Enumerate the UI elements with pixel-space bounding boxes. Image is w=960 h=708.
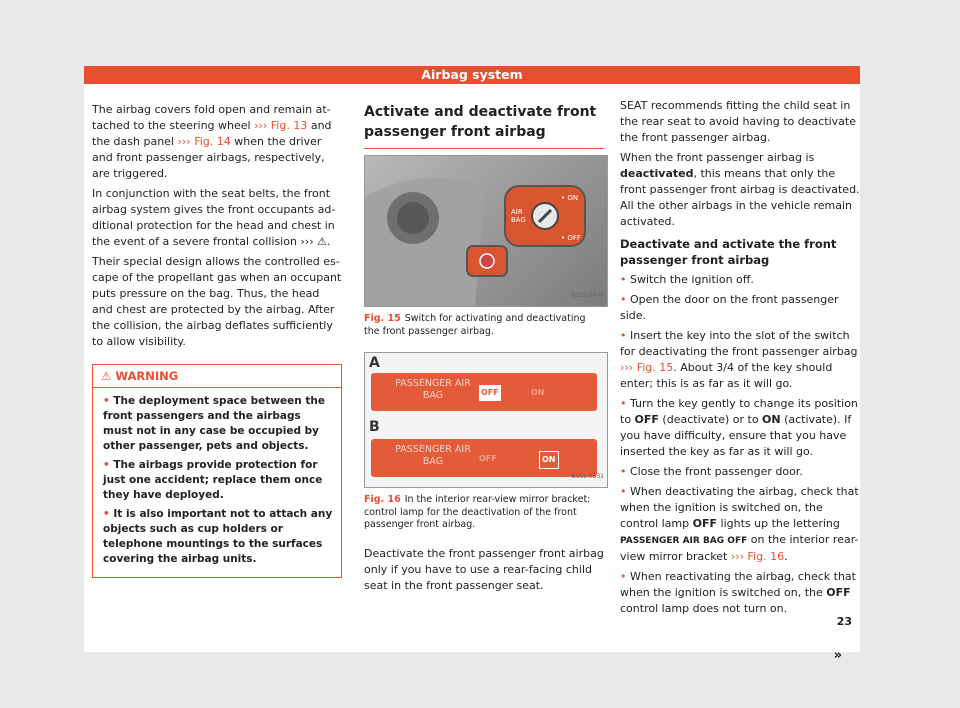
warning-item: • It is also important not to attach any objects such as cup holders or telephone mountings to the surfaces covering the airbag units. xyxy=(103,507,333,567)
switch-off-label: • OFF xyxy=(561,234,581,242)
airbag-off-lamp-icon: OFF xyxy=(692,517,718,530)
column-middle xyxy=(364,102,604,598)
subheading: Deactivate and activate the front passenger front airbag xyxy=(620,237,837,267)
section-header: Airbag system xyxy=(84,66,860,84)
figure-16-image xyxy=(364,352,608,488)
paragraph: SEAT recommends fitting the child seat in the rear seat to avoid having to deactivate the front passenger airbag. xyxy=(620,99,856,144)
figure-id: B1SL-0531 xyxy=(571,473,604,480)
on-lamp-lit: ON xyxy=(539,451,559,469)
lamp-panel-b: PASSENGER AIR BAG OFF ON xyxy=(371,439,597,477)
switch-label: AIR BAG xyxy=(511,208,526,224)
switch-on-label: • ON xyxy=(561,194,579,202)
warning-item: • The airbags provide protection for just one accident; replace them once they have deployed. xyxy=(103,458,333,503)
paragraph: The airbag covers fold open and remain attached to the steering wheel ››› Fig. 13 and the dash panel ››› Fig. 14 when the driver and front passenger airbags, respectively, are triggered. xyxy=(92,103,332,180)
off-lamp-unlit: OFF xyxy=(479,454,497,463)
step-item: • When deactivating the airbag, check that when the ignition is switched on, the control lamp OFF lights up the lettering PASSENGER AIR BAG OFF on the interior rear-view mirror bracket ››› Fig. 16. xyxy=(620,484,860,565)
manual-page xyxy=(84,66,860,663)
section-heading: Activate and deactivate front passenger front airbag xyxy=(364,102,604,149)
figure-15-image xyxy=(364,155,608,307)
figure-caption: Fig. 15 Switch for activating and deactivating the front passenger airbag. xyxy=(364,313,586,337)
step-item: • Close the front passenger door. xyxy=(620,464,860,480)
on-lamp-unlit: ON xyxy=(531,388,545,397)
paragraph: When the front passenger airbag is deactivated, this means that only the front passenger front airbag is deactivated. All the other airbags in the vehicle remain activated. xyxy=(620,151,860,228)
airbag-off-lamp-icon: OFF xyxy=(826,586,851,599)
paragraph: In conjunction with the seat belts, the front airbag system gives the front occupants additional protection for the head and chest in the event of a severe frontal collision ››› ⚠. xyxy=(92,187,336,248)
lamp-panel-a: PASSENGER AIR BAG OFF ON xyxy=(371,373,597,411)
step-item: • Insert the key into the slot of the switch for deactivating the front passenger airbag ››› Fig. 15. About 3/4 of the key should enter; this is as far as it will go. xyxy=(620,328,860,392)
step-item: • When reactivating the airbag, check that when the ignition is switched on, the OFF control lamp does not turn on. xyxy=(620,569,860,617)
paragraph: Their special design allows the controlled escape of the propellant gas when an occupant puts pressure on the bag. Thus, the head and chest are protected by the airbag. After the collision, the airbag deflates sufficiently to allow visibility. xyxy=(92,255,342,348)
warning-item: • The deployment space between the front passengers and the airbags must not in any case be occupied by other passenger, pets and objects. xyxy=(103,394,333,454)
page-number: 23 xyxy=(836,615,852,628)
column-left xyxy=(92,102,342,578)
figure-id: B1SL-0405 xyxy=(571,292,604,299)
off-lamp-lit: OFF xyxy=(479,385,501,401)
label-b: B xyxy=(369,419,380,435)
step-item: • Open the door on the front passenger side. xyxy=(620,292,860,324)
paragraph: Deactivate the front passenger front airbag only if you have to use a rear-facing child seat in the front passenger seat. xyxy=(364,546,604,592)
continue-icon: » xyxy=(833,648,842,663)
warning-body xyxy=(93,388,341,577)
column-right xyxy=(620,98,860,621)
fig-link[interactable]: ››› Fig. 16 xyxy=(730,550,785,563)
fig-link[interactable]: ››› Fig. 13 xyxy=(254,119,308,132)
label-a: A xyxy=(369,355,380,371)
warning-box xyxy=(92,364,342,578)
step-item: • Switch the ignition off. xyxy=(620,272,860,288)
fig-link[interactable]: ››› Fig. 14 xyxy=(177,135,231,148)
warning-icon: ⚠ xyxy=(101,369,116,383)
step-item: • Turn the key gently to change its position to OFF (deactivate) or to ON (activate). If you have difficulty, ensure that you have inserted the key as far as it will go. xyxy=(620,396,860,460)
figure-caption: Fig. 16 In the interior rear-view mirror bracket: control lamp for the deactivation of the front passenger front airbag. xyxy=(364,494,591,530)
fig-link[interactable]: ››› Fig. 15 xyxy=(620,361,674,374)
warning-header: ⚠ WARNING xyxy=(93,365,341,388)
